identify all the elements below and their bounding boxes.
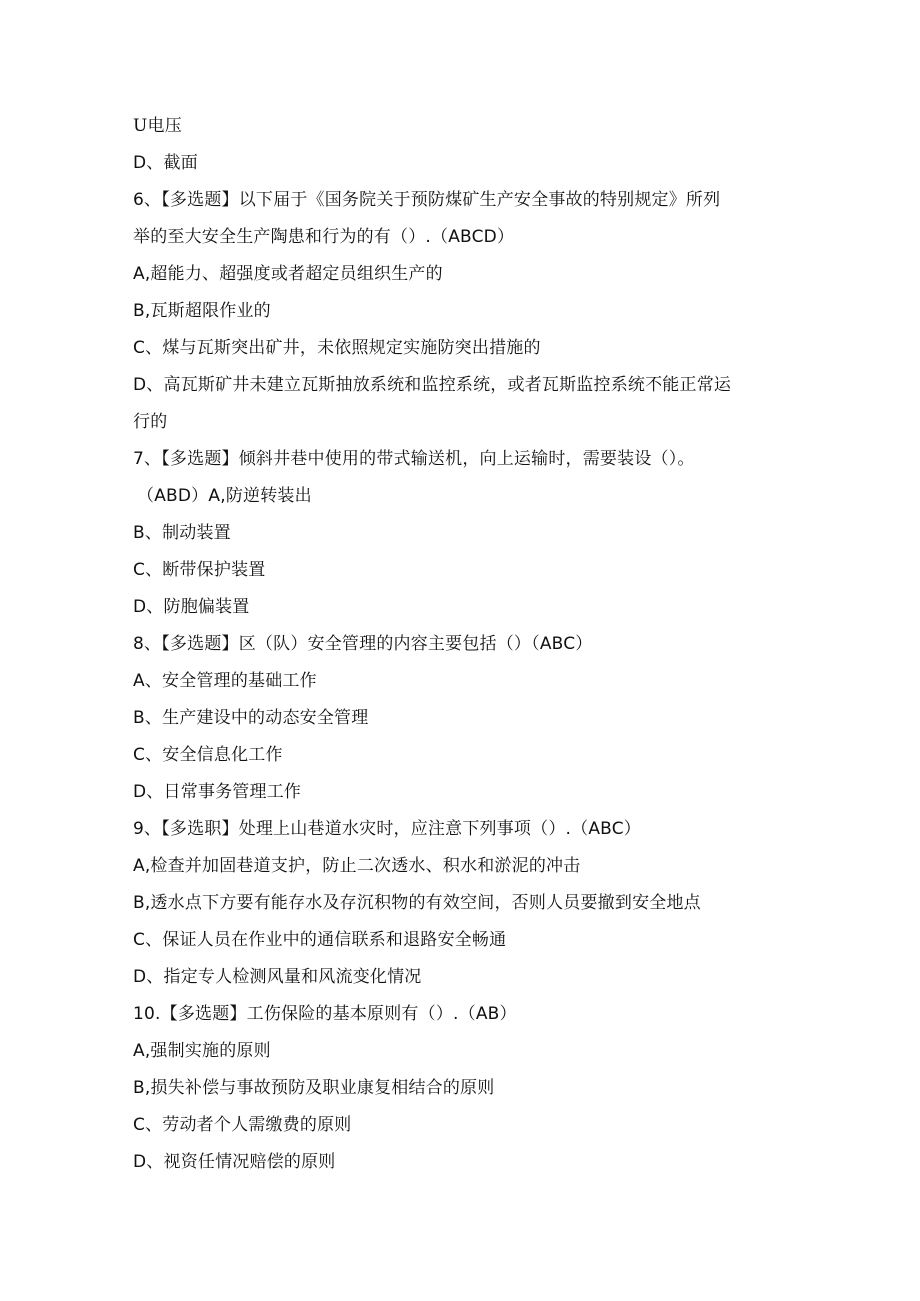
- question-line: 10.【多选题】工伤保险的基本原则有（）.（AB）: [133, 1004, 517, 1024]
- option-line: D、指定专人检测风量和风流变化情况: [133, 967, 422, 987]
- question-line: 7、【多选题】倾斜井巷中使用的带式输送机，向上运输时，需要装设（）。: [133, 449, 695, 469]
- option-line: B、制动装置: [133, 523, 231, 543]
- option-line: A,超能力、超强度或者超定员组织生产的: [133, 264, 443, 284]
- option-line: C、断带保护装置: [133, 560, 266, 580]
- option-line: D、日常事务管理工作: [133, 782, 302, 802]
- question-line: 9、【多选职】处理上山巷道水灾时，应注意下列事项（）.（ABC）: [133, 819, 641, 839]
- option-line: B,瓦斯超限作业的: [133, 301, 271, 321]
- option-line: C、劳动者个人需缴费的原则: [133, 1115, 352, 1135]
- question-line: 8、【多选题】区（队）安全管理的内容主要包括（）（ABC）: [133, 634, 593, 654]
- option-line: C、安全信息化工作: [133, 745, 283, 765]
- option-line: 行的: [133, 412, 168, 432]
- option-line: A、安全管理的基础工作: [133, 671, 317, 691]
- question-line: 举的至大安全生产陶患和行为的有（）.（ABCD）: [133, 227, 515, 247]
- document-body: [133, 108, 793, 1181]
- option-line: C、煤与瓦斯突出矿井，未依照规定实施防突出措施的: [133, 338, 541, 358]
- option-line: A,检查并加固巷道支护，防止二次透水、积水和淤泥的冲击: [133, 856, 581, 876]
- option-line: C、保证人员在作业中的通信联系和退路安全畅通: [133, 930, 507, 950]
- question-line: 6、【多选题】以下届于《国务院关于预防煤矿生产安全事故的特别规定》所列: [133, 190, 721, 210]
- option-line: B,损失补偿与事故预防及职业康复相结合的原则: [133, 1078, 495, 1098]
- question-line: （ABD）A,防逆转装出: [137, 486, 312, 506]
- option-line: D、视资任情况赔偿的原则: [133, 1152, 336, 1172]
- option-line: U电压: [133, 116, 182, 136]
- option-line: B、生产建设中的动态安全管理: [133, 708, 369, 728]
- option-line: D、高瓦斯矿井未建立瓦斯抽放系统和监控系统，或者瓦斯监控系统不能正常运: [133, 375, 732, 395]
- option-line: D、防胞偏装置: [133, 597, 250, 617]
- option-line: D、截面: [133, 153, 198, 173]
- option-line: A,强制实施的原则: [133, 1041, 271, 1061]
- option-line: B,透水点下方要有能存水及存沉积物的有效空间，否则人员要撤到安全地点: [133, 893, 701, 913]
